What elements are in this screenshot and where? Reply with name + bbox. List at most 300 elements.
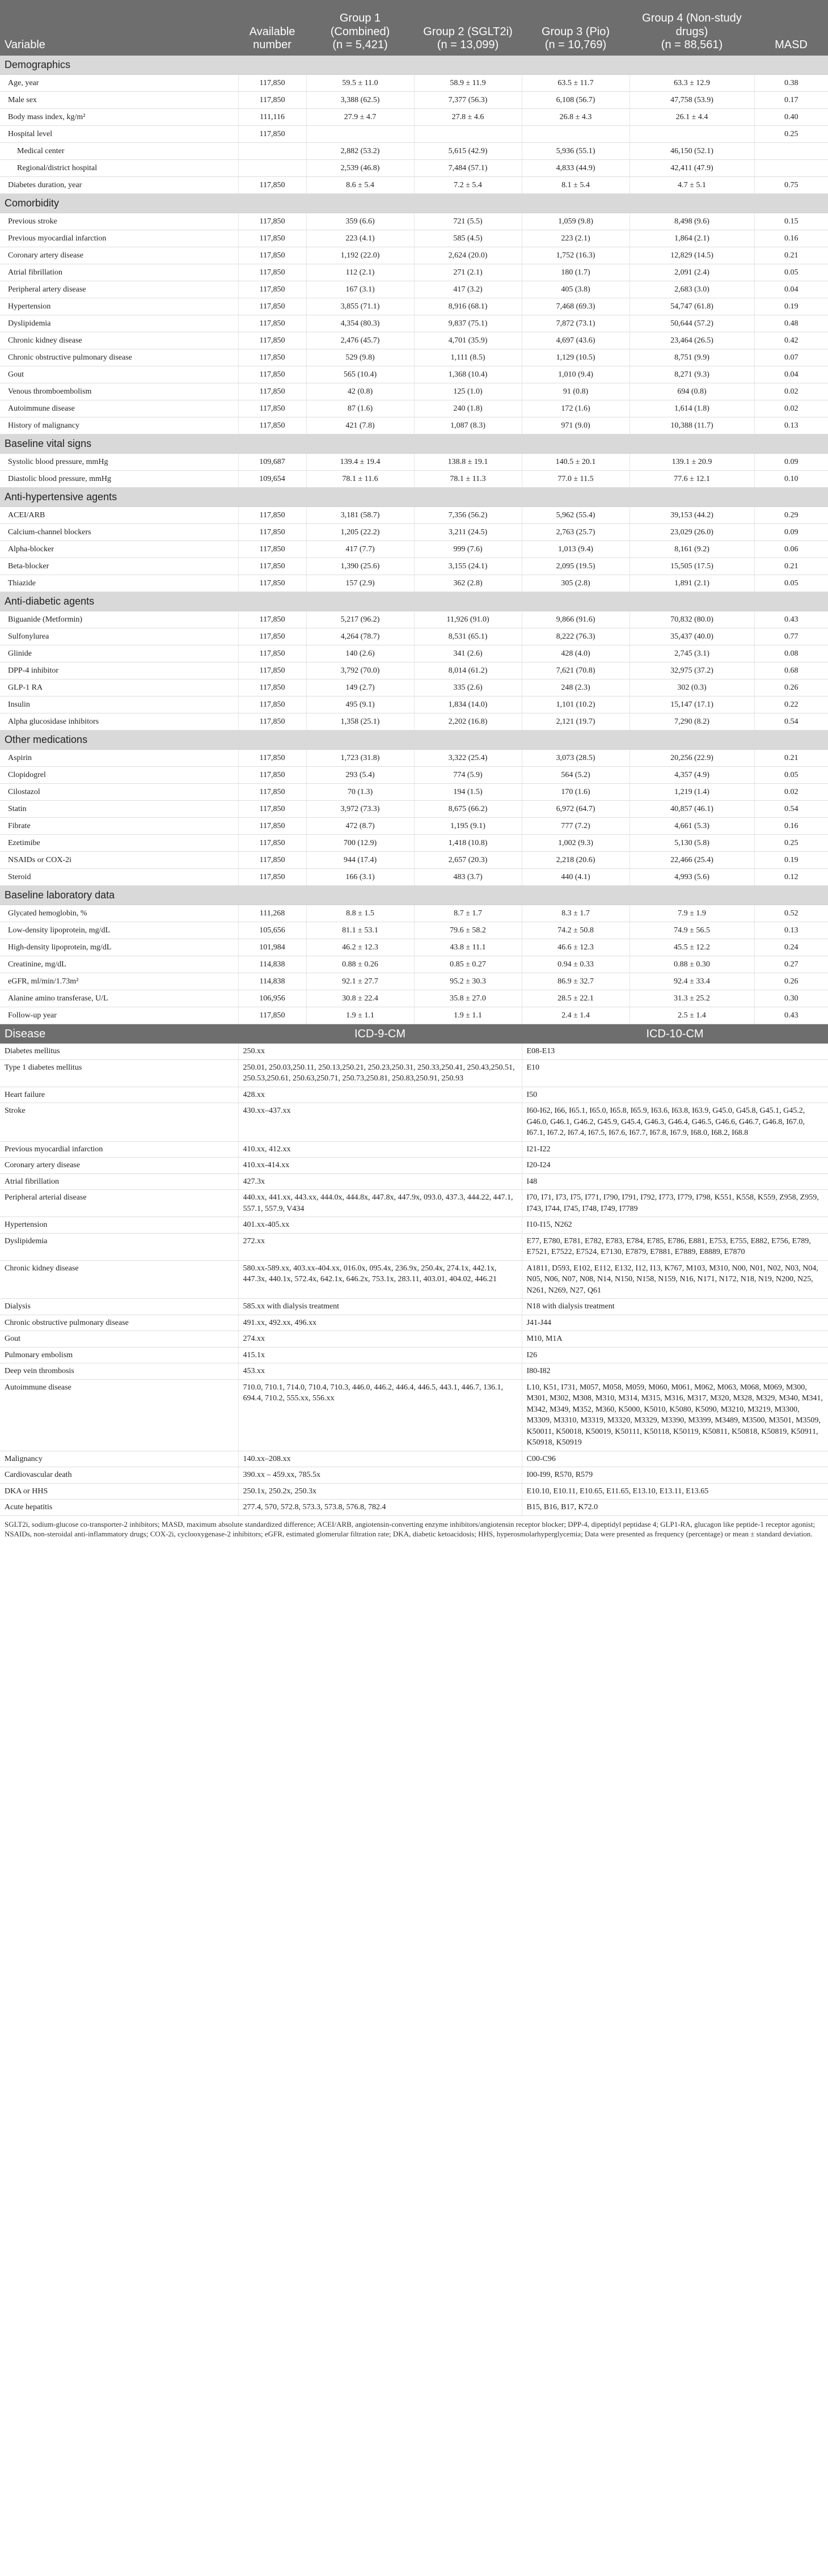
group-2-cell: 138.8 ± 19.1 xyxy=(414,454,522,471)
group-4-cell: 694 (0.8) xyxy=(630,383,754,400)
group-4-cell: 31.3 ± 25.2 xyxy=(630,990,754,1007)
section-title: Demographics xyxy=(0,56,828,75)
group-2-cell: 95.2 ± 30.3 xyxy=(414,973,522,990)
icd10-cell: A1811, D593, E102, E112, E132, I12, I13, K767, M103, M310, N00, N01, N02, N03, N04, N05, N06, N07, N08, N14, N150, N158, N159, N16, N171, N172, N18, N19, N200, N25, N261, N269, N27, Q61 xyxy=(522,1260,828,1299)
table-row xyxy=(0,1451,828,1467)
available-number-cell xyxy=(238,160,306,177)
variable-cell: Atrial fibrillation xyxy=(0,264,238,281)
masd-cell: 0.04 xyxy=(754,366,828,383)
disease-cell: Hypertension xyxy=(0,1217,238,1234)
masd-cell: 0.05 xyxy=(754,575,828,592)
group-3-cell: 1,002 (9.3) xyxy=(522,835,630,852)
group-1-cell: 92.1 ± 27.7 xyxy=(306,973,414,990)
group-1-cell: 293 (5.4) xyxy=(306,767,414,784)
group-4-cell: 4.7 ± 5.1 xyxy=(630,177,754,194)
group-4-cell: 0.88 ± 0.30 xyxy=(630,956,754,973)
group-1-cell: 78.1 ± 11.6 xyxy=(306,471,414,488)
group-1-cell: 5,217 (96.2) xyxy=(306,611,414,628)
group-2-cell: 7,377 (56.3) xyxy=(414,92,522,109)
group-1-cell: 87 (1.6) xyxy=(306,400,414,417)
masd-cell: 0.04 xyxy=(754,281,828,298)
available-number-cell: 117,850 xyxy=(238,332,306,349)
available-number-cell: 117,850 xyxy=(238,75,306,92)
icd10-cell: I10-I15, N262 xyxy=(522,1217,828,1234)
group-2-cell: 3,155 (24.1) xyxy=(414,558,522,575)
variable-cell: Body mass index, kg/m² xyxy=(0,109,238,126)
group-3-cell: 2.4 ± 1.4 xyxy=(522,1007,630,1024)
group-3-cell: 0.94 ± 0.33 xyxy=(522,956,630,973)
masd-cell: 0.29 xyxy=(754,507,828,524)
disease-cell: Dialysis xyxy=(0,1299,238,1315)
group-2-cell: 341 (2.6) xyxy=(414,645,522,662)
variable-cell: NSAIDs or COX-2i xyxy=(0,852,238,869)
table-row xyxy=(0,1233,828,1260)
group-1-cell: 3,181 (58.7) xyxy=(306,507,414,524)
variable-cell: Previous stroke xyxy=(0,213,238,230)
table-row xyxy=(0,1483,828,1500)
group-1-cell: 1,390 (25.6) xyxy=(306,558,414,575)
group-4-cell: 42,411 (47.9) xyxy=(630,160,754,177)
masd-cell: 0.09 xyxy=(754,454,828,471)
table-row xyxy=(0,869,828,886)
icd9-cell: 250.xx xyxy=(238,1044,522,1059)
group-2-cell: 1,195 (9.1) xyxy=(414,818,522,835)
section-header-row xyxy=(0,194,828,213)
table-row xyxy=(0,1007,828,1024)
available-number-cell: 117,850 xyxy=(238,852,306,869)
group-1-cell: 2,882 (53.2) xyxy=(306,143,414,160)
table-row xyxy=(0,1299,828,1315)
table-row xyxy=(0,750,828,767)
masd-cell: 0.13 xyxy=(754,922,828,939)
variable-cell: Statin xyxy=(0,801,238,818)
disease-cell: Deep vein thrombosis xyxy=(0,1363,238,1380)
table-row xyxy=(0,507,828,524)
group-1-cell xyxy=(306,126,414,143)
header-available-number: Available number xyxy=(238,0,306,56)
icd10-cell: I80-I82 xyxy=(522,1363,828,1380)
available-number-cell xyxy=(238,143,306,160)
available-number-cell: 117,850 xyxy=(238,349,306,366)
icd9-cell: 277.4, 570, 572.8, 573.3, 573.8, 576.8, 782.4 xyxy=(238,1500,522,1516)
group-4-cell: 54,747 (61.8) xyxy=(630,298,754,315)
group-2-cell: 43.8 ± 11.1 xyxy=(414,939,522,956)
masd-cell: 0.30 xyxy=(754,990,828,1007)
masd-cell: 0.77 xyxy=(754,628,828,645)
icd9-cell: 401.xx-405.xx xyxy=(238,1217,522,1234)
group-1-cell: 421 (7.8) xyxy=(306,417,414,434)
variable-cell: Age, year xyxy=(0,75,238,92)
icd9-cell: 272.xx xyxy=(238,1233,522,1260)
section-header-row xyxy=(0,434,828,454)
group-4-cell: 23,464 (26.5) xyxy=(630,332,754,349)
icd10-cell: I26 xyxy=(522,1347,828,1363)
table-row xyxy=(0,541,828,558)
disease-cell: Pulmonary embolism xyxy=(0,1347,238,1363)
group-2-cell: 774 (5.9) xyxy=(414,767,522,784)
group-2-cell: 78.1 ± 11.3 xyxy=(414,471,522,488)
masd-cell: 0.22 xyxy=(754,696,828,713)
variable-cell: Calcium-channel blockers xyxy=(0,524,238,541)
group-3-cell: 4,833 (44.9) xyxy=(522,160,630,177)
masd-cell: 0.21 xyxy=(754,750,828,767)
group-2-cell: 79.6 ± 58.2 xyxy=(414,922,522,939)
available-number-cell: 117,850 xyxy=(238,767,306,784)
disease-cell: Chronic obstructive pulmonary disease xyxy=(0,1315,238,1331)
group-4-cell: 20,256 (22.9) xyxy=(630,750,754,767)
table-row xyxy=(0,922,828,939)
icd10-cell: C00-C96 xyxy=(522,1451,828,1467)
group-4-cell: 12,829 (14.5) xyxy=(630,247,754,264)
available-number-cell: 114,838 xyxy=(238,973,306,990)
disease-cell: Cardiovascular death xyxy=(0,1467,238,1484)
masd-cell: 0.26 xyxy=(754,679,828,696)
group-2-cell: 1,834 (14.0) xyxy=(414,696,522,713)
masd-cell xyxy=(754,160,828,177)
icd9-cell: 410.xx, 412.xx xyxy=(238,1141,522,1158)
variable-cell: Diabetes duration, year xyxy=(0,177,238,194)
group-2-cell: 2,657 (20.3) xyxy=(414,852,522,869)
variable-cell: Peripheral artery disease xyxy=(0,281,238,298)
icd10-cell: L10, K51, I731, M057, M058, M059, M060, M061, M062, M063, M068, M069, M300, M301, M302, M308, M310, M314, M315, M316, M317, M320, M328, M329, M340, M341, M342, M349, M352, M360, K5000, K5010, K5080, K5090, M3210, M3219, M3300, M3309, M3310, M3319, M3320, M3329, M3390, M3399, M3489, M3500, M3501, M3509, K50011, K50018, K50019, K50111, K50118, K50119, K50811, K50818, K50819, K50911, K50918, K50919 xyxy=(522,1379,828,1451)
available-number-cell: 117,850 xyxy=(238,281,306,298)
masd-cell: 0.43 xyxy=(754,611,828,628)
table-row xyxy=(0,1103,828,1142)
variable-cell: Previous myocardial infarction xyxy=(0,230,238,247)
available-number-cell: 101,984 xyxy=(238,939,306,956)
group-4-cell: 8,498 (9.6) xyxy=(630,213,754,230)
disease-cell: Acute hepatitis xyxy=(0,1500,238,1516)
header-masd: MASD xyxy=(754,0,828,56)
table-footnote: SGLT2i, sodium-glucose co-transporter-2 inhibitors; MASD, maximum absolute standardized difference; ACEI/ARB, angiotensin-converting enzyme inhibitors/angiotensin receptor blocker; DPP-4, dipeptidyl peptidase 4; GLP1-RA, glucagon like peptide-1 receptor agonist; NSAIDs, non-steroidal anti-inflammatory drugs; COX-2i, cyclooxygenase-2 inhibitors; eGFR, estimated glomerular filtration rate; DKA, diabetic ketoacidosis; HHS, hyperosmolarhyperglycemia; Data were presented as frequency (percentage) or mean ± standard deviation. xyxy=(5,1519,816,1538)
available-number-cell: 109,654 xyxy=(238,471,306,488)
available-number-cell: 117,850 xyxy=(238,575,306,592)
available-number-cell: 117,850 xyxy=(238,264,306,281)
group-4-cell: 50,644 (57.2) xyxy=(630,315,754,332)
icd10-cell: I48 xyxy=(522,1173,828,1190)
group-2-cell: 11,926 (91.0) xyxy=(414,611,522,628)
variable-cell: GLP-1 RA xyxy=(0,679,238,696)
group-2-cell: 8,531 (65.1) xyxy=(414,628,522,645)
group-1-cell: 46.2 ± 12.3 xyxy=(306,939,414,956)
group-4-cell: 40,857 (46.1) xyxy=(630,801,754,818)
available-number-cell: 109,687 xyxy=(238,454,306,471)
group-3-cell: 440 (4.1) xyxy=(522,869,630,886)
masd-cell: 0.75 xyxy=(754,177,828,194)
available-number-cell: 117,850 xyxy=(238,213,306,230)
group-1-cell: 359 (6.6) xyxy=(306,213,414,230)
group-3-cell: 564 (5.2) xyxy=(522,767,630,784)
group-3-cell: 7,468 (69.3) xyxy=(522,298,630,315)
table-row xyxy=(0,1467,828,1484)
group-3-cell: 2,095 (19.5) xyxy=(522,558,630,575)
group-3-cell: 8,222 (76.3) xyxy=(522,628,630,645)
icd10-cell: I21-I22 xyxy=(522,1141,828,1158)
masd-cell: 0.08 xyxy=(754,645,828,662)
group-3-cell: 971 (9.0) xyxy=(522,417,630,434)
table-row xyxy=(0,662,828,679)
icd10-cell: I50 xyxy=(522,1087,828,1103)
available-number-cell: 117,850 xyxy=(238,366,306,383)
group-4-cell: 1,614 (1.8) xyxy=(630,400,754,417)
group-4-cell: 45.5 ± 12.2 xyxy=(630,939,754,956)
group-1-cell: 70 (1.3) xyxy=(306,784,414,801)
icd10-cell: I60-I62, I66, I65.1, I65.0, I65.8, I65.9, I63.6, I63.8, I63.9, G45.0, G45.8, G45.1, G45.2, G46.0, G46.1, G46.2, G45.9, G45.4, G46.3, G46.4, G46.5, G46.6, G46.7, G46.8, I67.0, I67.1, I67.2, I67.4, I67.5, I67.6, I67.7, I67.8, I67.9, I68.0, I68.2, I68.8 xyxy=(522,1103,828,1142)
group-2-cell: 3,211 (24.5) xyxy=(414,524,522,541)
group-3-cell: 1,752 (16.3) xyxy=(522,247,630,264)
masd-cell: 0.05 xyxy=(754,264,828,281)
available-number-cell: 111,116 xyxy=(238,109,306,126)
group-1-cell: 3,792 (70.0) xyxy=(306,662,414,679)
group-4-cell: 2,745 (3.1) xyxy=(630,645,754,662)
table-row xyxy=(0,332,828,349)
variable-cell: Systolic blood pressure, mmHg xyxy=(0,454,238,471)
icd10-cell: N18 with dialysis treatment xyxy=(522,1299,828,1315)
masd-cell: 0.02 xyxy=(754,400,828,417)
icd9-cell: 440.xx, 441.xx, 443.xx, 444.0x, 444.8x, 447.8x, 447.9x, 093.0, 437.3, 444.22, 447.1, 557.1, 557.9, V434 xyxy=(238,1190,522,1217)
group-3-cell: 5,962 (55.4) xyxy=(522,507,630,524)
group-4-cell: 2,091 (2.4) xyxy=(630,264,754,281)
group-3-cell: 6,108 (56.7) xyxy=(522,92,630,109)
disease-cell: Autoimmune disease xyxy=(0,1379,238,1451)
masd-cell: 0.07 xyxy=(754,349,828,366)
masd-cell: 0.16 xyxy=(754,230,828,247)
header-group-1: Group 1 (Combined) (n = 5,421) xyxy=(306,0,414,56)
table-row xyxy=(0,645,828,662)
group-3-cell: 1,013 (9.4) xyxy=(522,541,630,558)
available-number-cell: 117,850 xyxy=(238,784,306,801)
available-number-cell: 117,850 xyxy=(238,92,306,109)
icd10-cell: J41-J44 xyxy=(522,1315,828,1331)
variable-cell: DPP-4 inhibitor xyxy=(0,662,238,679)
icd9-cell: 140.xx–208.xx xyxy=(238,1451,522,1467)
disease-cell: Type 1 diabetes mellitus xyxy=(0,1059,238,1087)
group-1-cell: 27.9 ± 4.7 xyxy=(306,109,414,126)
variable-cell: Gout xyxy=(0,366,238,383)
group-1-cell: 139.4 ± 19.4 xyxy=(306,454,414,471)
available-number-cell: 111,268 xyxy=(238,905,306,922)
group-2-cell: 1,111 (8.5) xyxy=(414,349,522,366)
disease-cell: Stroke xyxy=(0,1103,238,1142)
table-row xyxy=(0,801,828,818)
group-2-cell: 194 (1.5) xyxy=(414,784,522,801)
variable-cell: Fibrate xyxy=(0,818,238,835)
group-2-cell: 8,916 (68.1) xyxy=(414,298,522,315)
table-row xyxy=(0,230,828,247)
masd-cell: 0.12 xyxy=(754,869,828,886)
header-disease: Disease xyxy=(0,1024,238,1044)
group-4-cell: 2,683 (3.0) xyxy=(630,281,754,298)
group-1-cell: 565 (10.4) xyxy=(306,366,414,383)
disease-cell: Previous myocardial infarction xyxy=(0,1141,238,1158)
group-4-cell: 70,832 (80.0) xyxy=(630,611,754,628)
group-2-cell: 2,202 (16.8) xyxy=(414,713,522,730)
available-number-cell: 117,850 xyxy=(238,400,306,417)
group-4-cell: 8,751 (9.9) xyxy=(630,349,754,366)
section-header-row xyxy=(0,56,828,75)
table2-header-row xyxy=(0,1024,828,1044)
table-row xyxy=(0,126,828,143)
group-3-cell: 8.3 ± 1.7 xyxy=(522,905,630,922)
available-number-cell: 117,850 xyxy=(238,541,306,558)
available-number-cell: 117,850 xyxy=(238,801,306,818)
group-3-cell: 223 (2.1) xyxy=(522,230,630,247)
table-row xyxy=(0,383,828,400)
icd9-cell: 250.1x, 250.2x, 250.3x xyxy=(238,1483,522,1500)
masd-cell: 0.40 xyxy=(754,109,828,126)
group-2-cell: 721 (5.5) xyxy=(414,213,522,230)
group-3-cell: 7,872 (73.1) xyxy=(522,315,630,332)
icd9-cell: 250.01, 250.03,250.11, 250.13,250.21, 250.23,250.31, 250.33,250.41, 250.43,250.51, 250.53,250.61, 250.63,250.71, 250.73,250.81, 250.83,250.91, 250.93 xyxy=(238,1059,522,1087)
disease-cell: Malignancy xyxy=(0,1451,238,1467)
group-2-cell: 1,418 (10.8) xyxy=(414,835,522,852)
available-number-cell: 105,656 xyxy=(238,922,306,939)
variable-cell: Biguanide (Metformin) xyxy=(0,611,238,628)
masd-cell: 0.17 xyxy=(754,92,828,109)
group-1-cell: 417 (7.7) xyxy=(306,541,414,558)
section-header-row xyxy=(0,886,828,905)
group-1-cell: 529 (9.8) xyxy=(306,349,414,366)
group-1-cell: 8.8 ± 1.5 xyxy=(306,905,414,922)
section-header-row xyxy=(0,730,828,750)
header-group-2: Group 2 (SGLT2i) (n = 13,099) xyxy=(414,0,522,56)
variable-cell: High-density lipoprotein, mg/dL xyxy=(0,939,238,956)
section-title: Baseline laboratory data xyxy=(0,886,828,905)
table-row xyxy=(0,1141,828,1158)
group-3-cell: 248 (2.3) xyxy=(522,679,630,696)
group-3-cell: 428 (4.0) xyxy=(522,645,630,662)
table-row xyxy=(0,160,828,177)
icd9-cell: 710.0, 710.1, 714.0, 710.4, 710.3, 446.0, 446.2, 446.4, 446.5, 443.1, 446.7, 136.1, 694.4, 710.2, 555.xx, 556.xx xyxy=(238,1379,522,1451)
group-1-cell: 112 (2.1) xyxy=(306,264,414,281)
group-4-cell: 1,864 (2.1) xyxy=(630,230,754,247)
group-3-cell: 28.5 ± 22.1 xyxy=(522,990,630,1007)
icd9-cell: 390.xx – 459.xx, 785.5x xyxy=(238,1467,522,1484)
group-4-cell: 15,147 (17.1) xyxy=(630,696,754,713)
icd9-cell: 415.1x xyxy=(238,1347,522,1363)
group-4-cell: 22,466 (25.4) xyxy=(630,852,754,869)
table-row xyxy=(0,75,828,92)
icd9-cell: 427.3x xyxy=(238,1173,522,1190)
group-4-cell: 39,153 (44.2) xyxy=(630,507,754,524)
table-row xyxy=(0,213,828,230)
available-number-cell: 117,850 xyxy=(238,679,306,696)
group-2-cell: 3,322 (25.4) xyxy=(414,750,522,767)
group-2-cell: 483 (3.7) xyxy=(414,869,522,886)
available-number-cell: 117,850 xyxy=(238,230,306,247)
table-row xyxy=(0,92,828,109)
masd-cell xyxy=(754,143,828,160)
group-2-cell: 7,484 (57.1) xyxy=(414,160,522,177)
variable-cell: Hospital level xyxy=(0,126,238,143)
group-1-cell: 472 (8.7) xyxy=(306,818,414,835)
group-4-cell: 8,161 (9.2) xyxy=(630,541,754,558)
group-1-cell: 1,192 (22.0) xyxy=(306,247,414,264)
icd9-cell: 453.xx xyxy=(238,1363,522,1380)
group-3-cell: 2,763 (25.7) xyxy=(522,524,630,541)
table-row xyxy=(0,956,828,973)
group-1-cell: 1,205 (22.2) xyxy=(306,524,414,541)
group-2-cell: 2,624 (20.0) xyxy=(414,247,522,264)
table-row xyxy=(0,264,828,281)
table2-body xyxy=(0,1044,828,1515)
icd10-cell: B15, B16, B17, K72.0 xyxy=(522,1500,828,1516)
available-number-cell: 117,850 xyxy=(238,869,306,886)
group-1-cell: 42 (0.8) xyxy=(306,383,414,400)
table-row xyxy=(0,1379,828,1451)
masd-cell: 0.09 xyxy=(754,524,828,541)
variable-cell: Regional/district hospital xyxy=(0,160,238,177)
group-3-cell: 6,972 (64.7) xyxy=(522,801,630,818)
group-1-cell: 1,358 (25.1) xyxy=(306,713,414,730)
table-row xyxy=(0,1347,828,1363)
group-4-cell: 1,219 (1.4) xyxy=(630,784,754,801)
group-3-cell: 140.5 ± 20.1 xyxy=(522,454,630,471)
group-3-cell: 91 (0.8) xyxy=(522,383,630,400)
group-2-cell: 240 (1.8) xyxy=(414,400,522,417)
masd-cell: 0.38 xyxy=(754,75,828,92)
table-row xyxy=(0,109,828,126)
table-row xyxy=(0,558,828,575)
group-1-cell: 166 (3.1) xyxy=(306,869,414,886)
group-4-cell: 5,130 (5.8) xyxy=(630,835,754,852)
group-2-cell: 417 (3.2) xyxy=(414,281,522,298)
group-2-cell: 999 (7.6) xyxy=(414,541,522,558)
group-4-cell: 92.4 ± 33.4 xyxy=(630,973,754,990)
available-number-cell: 117,850 xyxy=(238,662,306,679)
available-number-cell: 106,956 xyxy=(238,990,306,1007)
variable-cell: Diastolic blood pressure, mmHg xyxy=(0,471,238,488)
table1-header-row xyxy=(0,0,828,56)
available-number-cell: 117,850 xyxy=(238,177,306,194)
group-1-cell: 140 (2.6) xyxy=(306,645,414,662)
group-3-cell: 26.8 ± 4.3 xyxy=(522,109,630,126)
variable-cell: Chronic kidney disease xyxy=(0,332,238,349)
masd-cell: 0.48 xyxy=(754,315,828,332)
group-1-cell: 2,539 (46.8) xyxy=(306,160,414,177)
group-1-cell: 495 (9.1) xyxy=(306,696,414,713)
table-row xyxy=(0,349,828,366)
section-title: Comorbidity xyxy=(0,194,828,213)
masd-cell: 0.54 xyxy=(754,801,828,818)
group-4-cell: 4,661 (5.3) xyxy=(630,818,754,835)
table-row xyxy=(0,281,828,298)
section-header-row xyxy=(0,592,828,611)
group-4-cell: 8,271 (9.3) xyxy=(630,366,754,383)
table-row xyxy=(0,247,828,264)
table-row xyxy=(0,990,828,1007)
group-1-cell: 4,264 (78.7) xyxy=(306,628,414,645)
group-3-cell xyxy=(522,126,630,143)
group-4-cell: 302 (0.3) xyxy=(630,679,754,696)
icd10-cell: I70, I71, I73, I75, I771, I790, I791, I792, I773, I779, I798, K551, K558, K559, Z958, Z959, I743, I744, I745, I748, I749, I7789 xyxy=(522,1190,828,1217)
disease-cell: DKA or HHS xyxy=(0,1483,238,1500)
variable-cell: Clopidogrel xyxy=(0,767,238,784)
group-4-cell: 63.3 ± 12.9 xyxy=(630,75,754,92)
variable-cell: History of malignancy xyxy=(0,417,238,434)
masd-cell: 0.05 xyxy=(754,767,828,784)
group-1-cell: 8.6 ± 5.4 xyxy=(306,177,414,194)
available-number-cell: 117,850 xyxy=(238,507,306,524)
disease-cell: Atrial fibrillation xyxy=(0,1173,238,1190)
variable-cell: Venous thromboembolism xyxy=(0,383,238,400)
disease-cell: Chronic kidney disease xyxy=(0,1260,238,1299)
masd-cell: 0.26 xyxy=(754,973,828,990)
group-2-cell: 585 (4.5) xyxy=(414,230,522,247)
section-title: Anti-hypertensive agents xyxy=(0,488,828,507)
icd10-cell: E08-E13 xyxy=(522,1044,828,1059)
group-4-cell: 10,388 (11.7) xyxy=(630,417,754,434)
